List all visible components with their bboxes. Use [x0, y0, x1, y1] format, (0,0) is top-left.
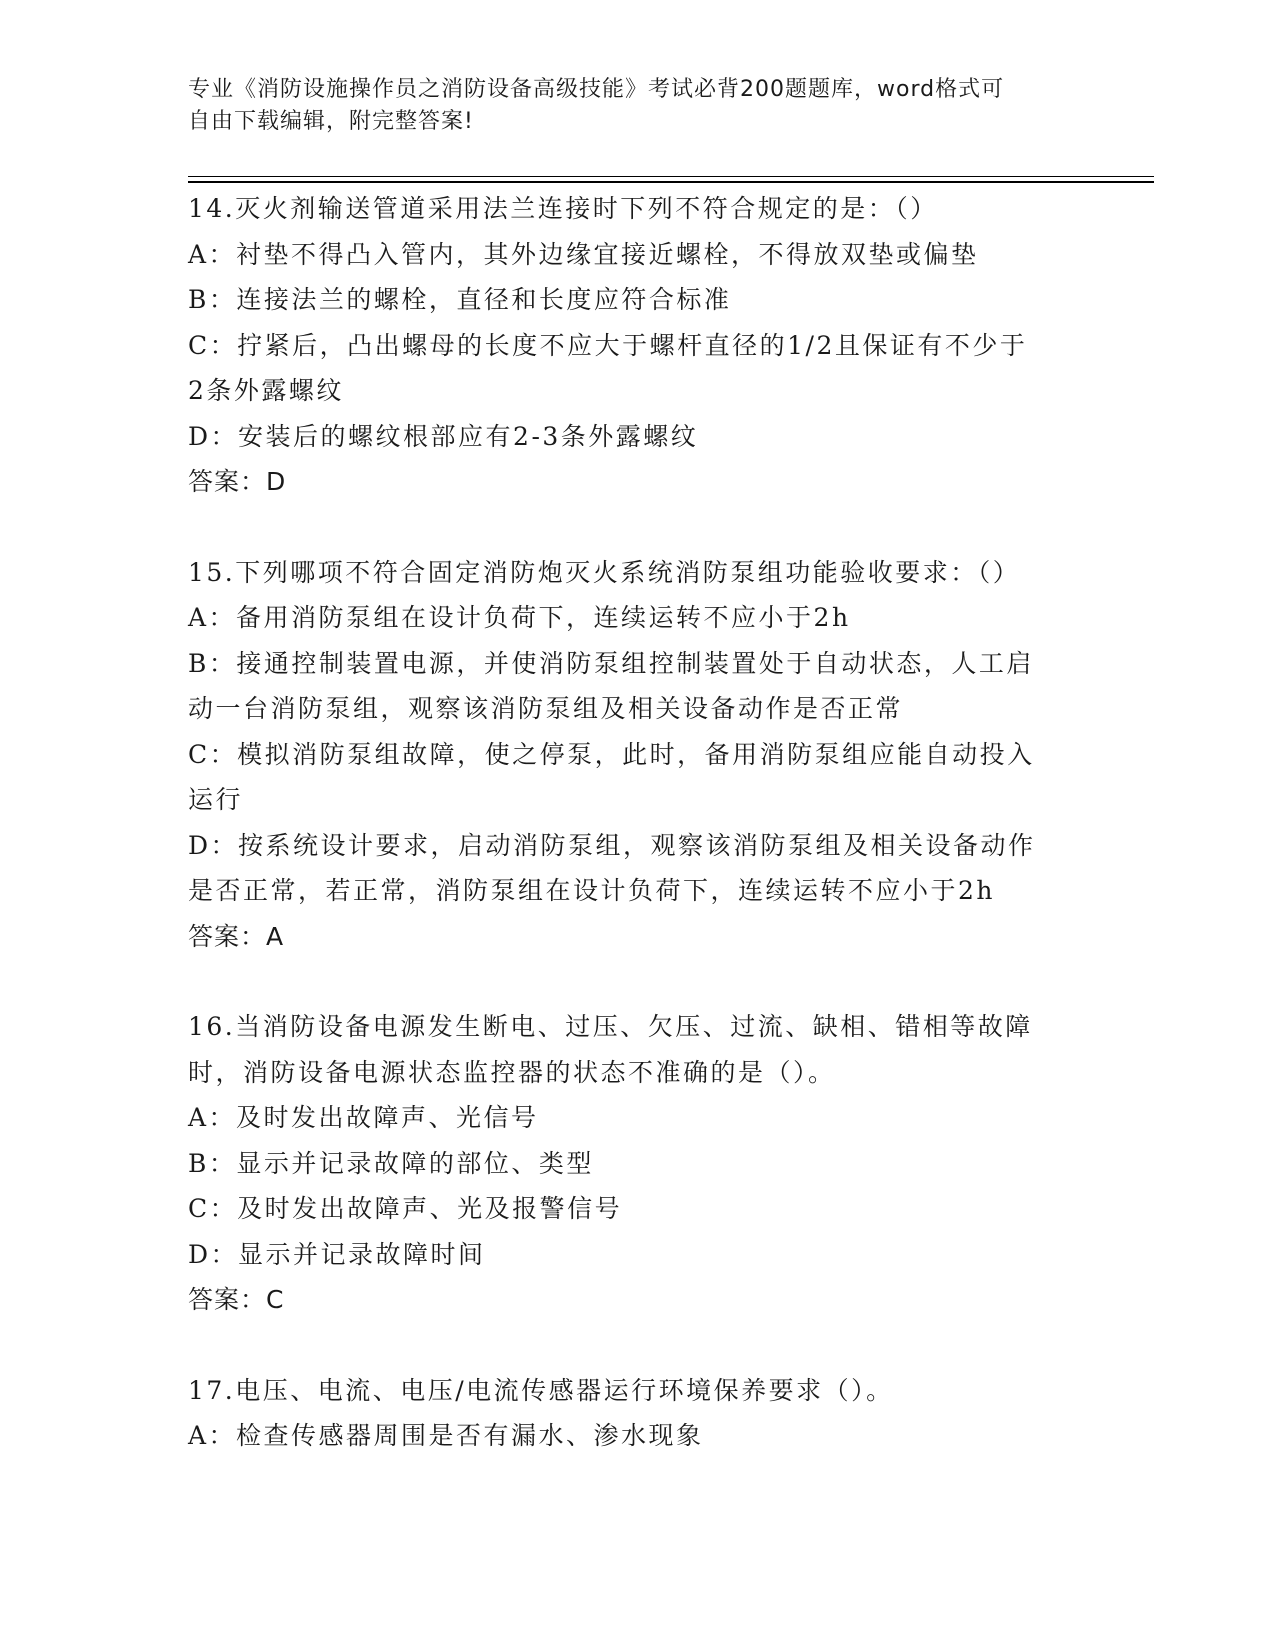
answer-option: D：按系统设计要求，启动消防泵组，观察该消防泵组及相关设备动作 — [188, 830, 1036, 860]
answer-option: B：显示并记录故障的部位、类型 — [188, 1148, 594, 1178]
header-line: 专业《消防设施操作员之消防设备高级技能》考试必背200题题库，word格式可 — [188, 77, 1005, 102]
answer-option: 2条外露螺纹 — [188, 376, 344, 405]
question-stem: 15.下列哪项不符合固定消防炮灭火系统消防泵组功能验收要求：（） — [188, 557, 1021, 587]
question-stem: 17.电压、电流、电压/电流传感器运行环境保养要求（）。 — [188, 1375, 894, 1405]
answer-key: 答案：A — [188, 921, 285, 951]
question-stem: 14.灭火剂输送管道采用法兰连接时下列不符合规定的是：（） — [188, 194, 938, 223]
answer-option: B：接通控制装置电源，并使消防泵组控制装置处于自动状态，人工启 — [188, 648, 1034, 678]
question-block — [188, 1368, 1088, 1459]
answer-option: 动一台消防泵组，观察该消防泵组及相关设备动作是否正常 — [188, 694, 904, 723]
answer-option: A：备用消防泵组在设计负荷下，连续运转不应小于2h — [188, 603, 851, 632]
question-block — [188, 1004, 1088, 1323]
answer-option: B：连接法兰的螺栓，直径和长度应符合标准 — [188, 285, 732, 314]
answer-key: 答案：C — [188, 1285, 285, 1314]
answer-option: C：模拟消防泵组故障，使之停泵，此时，备用消防泵组应能自动投入 — [188, 739, 1035, 769]
answer-option: 是否正常，若正常，消防泵组在设计负荷下，连续运转不应小于2h — [188, 876, 996, 905]
answer-option: C：及时发出故障声、光及报警信号 — [188, 1194, 623, 1223]
header-line: 自由下载编辑，附完整答案! — [188, 109, 474, 134]
question-stem: 时，消防设备电源状态监控器的状态不准确的是（）。 — [188, 1057, 836, 1087]
question-block — [188, 186, 1088, 505]
document-header — [188, 74, 1068, 138]
answer-option: D：安装后的螺纹根部应有2-3条外露螺纹 — [188, 421, 699, 451]
answer-option: D：显示并记录故障时间 — [188, 1239, 486, 1269]
answer-option: A：及时发出故障声、光信号 — [188, 1103, 539, 1132]
question-stem: 16.当消防设备电源发生断电、过压、欠压、过流、缺相、错相等故障 — [188, 1012, 1033, 1041]
question-block — [188, 550, 1088, 960]
answer-key: 答案：D — [188, 467, 287, 496]
header-divider — [188, 181, 1154, 183]
answer-option: 运行 — [188, 785, 244, 814]
answer-option: C：拧紧后，凸出螺母的长度不应大于螺杆直径的1/2且保证有不少于 — [188, 330, 1028, 360]
answer-option: A：检查传感器周围是否有漏水、渗水现象 — [188, 1421, 704, 1450]
header-divider — [188, 176, 1154, 177]
question-list — [188, 186, 1088, 1504]
answer-option: A：衬垫不得凸入管内，其外边缘宜接近螺栓，不得放双垫或偏垫 — [188, 239, 979, 269]
